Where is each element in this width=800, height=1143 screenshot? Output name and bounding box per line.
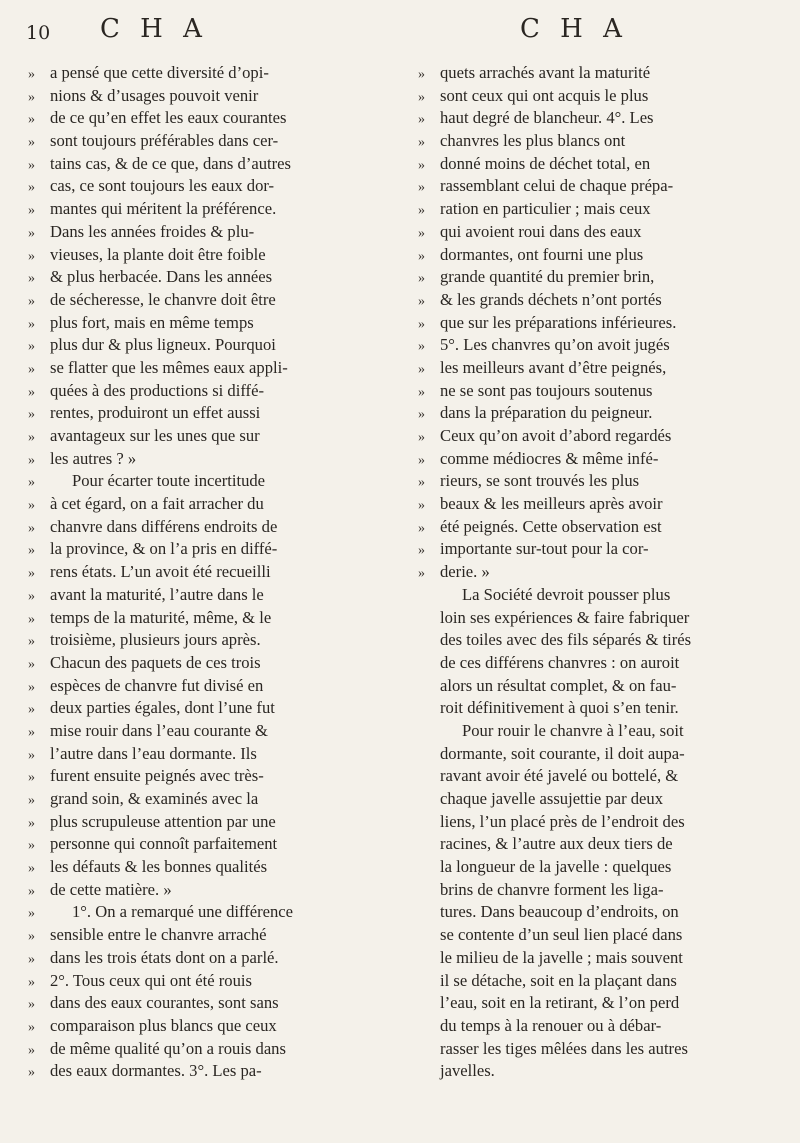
- line-text: alors un résultat complet, & on fau-: [440, 675, 677, 695]
- line-text: ravant avoir été javelé ou bottelé, &: [440, 766, 679, 786]
- text-line: [28, 85, 368, 108]
- text-line: [418, 85, 774, 108]
- text-line: [418, 380, 774, 403]
- line-text: à cet égard, on a fait arracher du: [50, 494, 264, 514]
- quote-mark: »: [418, 361, 425, 377]
- text-line: [28, 561, 368, 584]
- line-text: il se détache, soit en la plaçant dans: [440, 970, 677, 990]
- line-text: les meilleurs avant d’être peignés,: [440, 357, 667, 377]
- text-line: [418, 992, 774, 1015]
- quote-mark: »: [28, 203, 35, 219]
- line-text: du temps à la renouer ou à débar-: [440, 1015, 662, 1035]
- quote-mark: »: [28, 180, 35, 196]
- quote-mark: »: [28, 67, 35, 82]
- text-line: [28, 833, 368, 856]
- line-text: & plus herbacée. Dans les années: [50, 267, 273, 287]
- line-text: & les grands déchets n’ont portés: [440, 289, 662, 309]
- quote-mark: »: [28, 112, 35, 128]
- text-line: [28, 924, 368, 947]
- line-text: brins de chanvre forment les liga-: [440, 879, 664, 899]
- quote-mark: »: [28, 702, 35, 718]
- text-line: [418, 221, 774, 244]
- text-line: [28, 538, 368, 561]
- page-number: 10: [26, 22, 51, 44]
- quote-mark: »: [28, 815, 35, 831]
- text-line: [418, 675, 774, 698]
- quote-mark: »: [418, 430, 425, 445]
- running-head-right: C H A: [520, 14, 628, 44]
- quote-mark: »: [28, 724, 35, 740]
- text-line: [418, 901, 774, 924]
- line-text: dans des eaux courantes, sont sans: [50, 993, 279, 1013]
- line-text: Pour écarter toute incertitude: [72, 471, 266, 491]
- quote-mark: »: [418, 543, 425, 559]
- quote-mark: »: [418, 498, 425, 514]
- text-line: [28, 629, 368, 652]
- line-text: comme médiocres & même infé-: [440, 448, 659, 468]
- text-line: [28, 652, 368, 675]
- quote-mark: »: [418, 225, 425, 241]
- line-text: sont toujours préférables dans cer-: [50, 131, 279, 151]
- line-text: personne qui connoît parfaitement: [50, 834, 278, 854]
- line-text: 1°. On a remarqué une différence: [72, 902, 294, 922]
- quote-mark: »: [28, 271, 35, 287]
- line-text: 5°. Les chanvres qu’on avoit jugés: [440, 335, 670, 355]
- quote-mark: »: [28, 293, 35, 309]
- text-line: [28, 448, 368, 471]
- quote-mark: »: [418, 520, 425, 536]
- quote-mark: »: [418, 339, 425, 355]
- running-head-left: C H A: [100, 14, 208, 44]
- line-text: dormantes, ont fourni une plus: [440, 244, 644, 264]
- text-line: [418, 584, 774, 607]
- quote-mark: »: [28, 157, 35, 173]
- line-text: vieuses, la plante doit être foible: [50, 244, 266, 264]
- text-line: [418, 856, 774, 879]
- quote-mark: »: [418, 203, 425, 219]
- text-line: [418, 652, 774, 675]
- line-text: chanvre dans différens endroits de: [50, 516, 278, 536]
- quote-mark: »: [418, 475, 425, 491]
- quote-mark: »: [28, 906, 35, 922]
- line-text: de sécheresse, le chanvre doit être: [50, 289, 276, 309]
- text-line: [418, 743, 774, 766]
- quote-mark: »: [418, 248, 425, 264]
- line-text: Dans les années froides & plu-: [50, 221, 255, 241]
- text-line: [418, 629, 774, 652]
- line-text: se flatter que les mêmes eaux appli-: [50, 357, 288, 377]
- text-line: [418, 107, 774, 130]
- text-line: [28, 1038, 368, 1061]
- text-line: [418, 947, 774, 970]
- line-text: le milieu de la javelle ; mais souvent: [440, 947, 683, 967]
- quote-mark: »: [28, 520, 35, 536]
- line-text: ne se sont pas toujours soutenus: [440, 380, 653, 400]
- text-line: [418, 153, 774, 176]
- line-text: roit définitivement à quoi s’en tenir.: [440, 698, 679, 718]
- quote-mark: »: [28, 407, 35, 423]
- line-text: sensible entre le chanvre arraché: [50, 925, 267, 945]
- quote-mark: »: [418, 271, 425, 287]
- quote-mark: »: [28, 997, 35, 1013]
- text-line: [28, 312, 368, 335]
- line-text: rentes, produiront un effet aussi: [50, 403, 261, 423]
- text-line: [28, 765, 368, 788]
- left-column: [28, 62, 368, 1083]
- text-line: [28, 107, 368, 130]
- line-text: 2°. Tous ceux qui ont été rouis: [50, 970, 252, 990]
- line-text: ration en particulier ; mais ceux: [440, 199, 651, 219]
- quote-mark: »: [28, 951, 35, 967]
- quote-mark: »: [28, 430, 35, 445]
- text-line: [28, 788, 368, 811]
- quote-mark: »: [28, 656, 35, 672]
- quote-mark: »: [418, 316, 425, 332]
- text-line: [418, 561, 774, 584]
- line-text: rieurs, se sont trouvés les plus: [440, 471, 640, 491]
- text-line: [28, 470, 368, 493]
- line-text: javelles.: [440, 1061, 495, 1081]
- text-line: [28, 493, 368, 516]
- line-text: quées à des productions si diffé-: [50, 380, 264, 400]
- line-text: furent ensuite peignés avec très-: [50, 766, 264, 786]
- text-line: [28, 675, 368, 698]
- text-line: [28, 901, 368, 924]
- text-line: [28, 402, 368, 425]
- text-line: [418, 312, 774, 335]
- quote-mark: »: [28, 89, 35, 105]
- text-line: [28, 198, 368, 221]
- line-text: grand soin, & examinés avec la: [50, 789, 259, 808]
- line-text: deux parties égales, dont l’une fut: [50, 698, 275, 718]
- line-text: la longueur de la javelle : quelques: [440, 857, 672, 877]
- line-text: des toiles avec des fils séparés & tirés: [440, 630, 692, 650]
- line-text: de ce qu’en effet les eaux courantes: [50, 108, 287, 128]
- text-line: [418, 607, 774, 630]
- quote-mark: »: [418, 293, 425, 309]
- line-text: l’autre dans l’eau dormante. Ils: [50, 743, 257, 763]
- line-text: les défauts & les bonnes qualités: [50, 857, 268, 877]
- line-text: que sur les préparations inférieures.: [440, 312, 677, 332]
- text-line: [28, 607, 368, 630]
- text-line: [28, 879, 368, 902]
- text-line: [28, 425, 368, 448]
- text-line: [418, 244, 774, 267]
- line-text: la province, & on l’a pris en diffé-: [50, 539, 278, 559]
- quote-mark: »: [28, 225, 35, 241]
- line-text: temps de la maturité, même, & le: [50, 607, 272, 627]
- text-line: [28, 1060, 368, 1083]
- text-line: [28, 221, 368, 244]
- text-line: [418, 470, 774, 493]
- text-line: [28, 947, 368, 970]
- quote-mark: »: [28, 543, 35, 559]
- text-line: [28, 380, 368, 403]
- text-line: [418, 1015, 774, 1038]
- line-text: Pour rouir le chanvre à l’eau, soit: [462, 720, 684, 740]
- quote-mark: »: [418, 135, 425, 151]
- line-text: avantageux sur les unes que sur: [50, 426, 260, 445]
- text-line: [28, 743, 368, 766]
- line-text: espèces de chanvre fut divisé en: [50, 675, 264, 695]
- line-text: des eaux dormantes. 3°. Les pa-: [50, 1061, 262, 1081]
- text-line: [28, 697, 368, 720]
- text-line: [418, 289, 774, 312]
- quote-mark: »: [28, 339, 35, 355]
- line-text: dormante, soit courante, il doit aupa-: [440, 743, 685, 763]
- quote-mark: »: [28, 974, 35, 990]
- text-line: [418, 697, 774, 720]
- line-text: comparaison plus blancs que ceux: [50, 1015, 277, 1035]
- line-text: quets arrachés avant la maturité: [440, 63, 651, 82]
- quote-mark: »: [28, 248, 35, 264]
- quote-mark: »: [28, 634, 35, 650]
- quote-mark: »: [28, 883, 35, 899]
- line-text: nions & d’usages pouvoit venir: [50, 85, 259, 105]
- quote-mark: »: [418, 180, 425, 196]
- line-text: sont ceux qui ont acquis le plus: [440, 85, 649, 105]
- quote-mark: »: [418, 67, 425, 82]
- line-text: se contente d’un seul lien placé dans: [440, 925, 683, 945]
- text-line: [28, 62, 368, 85]
- line-text: chaque javelle assujettie par deux: [440, 789, 663, 808]
- line-text: plus scrupuleuse attention par une: [50, 811, 276, 831]
- quote-mark: »: [28, 452, 35, 468]
- text-line: [28, 584, 368, 607]
- line-text: de ces différens chanvres : on auroit: [440, 652, 680, 672]
- text-line: [418, 334, 774, 357]
- quote-mark: »: [28, 679, 35, 695]
- quote-mark: »: [28, 498, 35, 514]
- line-text: de même qualité qu’on a rouis dans: [50, 1038, 286, 1058]
- line-text: cas, ce sont toujours les eaux dor-: [50, 176, 275, 196]
- text-line: [418, 1038, 774, 1061]
- line-text: dans la préparation du peigneur.: [440, 403, 653, 423]
- line-text: rens états. L’un avoit été recueilli: [50, 562, 271, 582]
- quote-mark: »: [28, 361, 35, 377]
- text-line: [28, 244, 368, 267]
- text-line: [418, 788, 774, 811]
- text-line: [418, 357, 774, 380]
- line-text: mantes qui méritent la préférence.: [50, 199, 277, 219]
- line-text: liens, l’un placé près de l’endroit des: [440, 811, 685, 831]
- line-text: de cette matière. »: [50, 879, 172, 899]
- text-line: [418, 924, 774, 947]
- text-line: [28, 357, 368, 380]
- text-line: [418, 765, 774, 788]
- line-text: plus dur & plus ligneux. Pourquoi: [50, 335, 276, 355]
- quote-mark: »: [28, 588, 35, 604]
- text-line: [28, 266, 368, 289]
- text-line: [418, 448, 774, 471]
- quote-mark: »: [28, 1042, 35, 1058]
- quote-mark: »: [28, 611, 35, 627]
- line-text: Chacun des paquets de ces trois: [50, 652, 261, 672]
- line-text: tains cas, & de ce que, dans d’autres: [50, 153, 291, 173]
- quote-mark: »: [28, 861, 35, 877]
- line-text: racines, & l’autre aux deux tiers de: [440, 834, 673, 854]
- text-line: [418, 62, 774, 85]
- quote-mark: »: [28, 1019, 35, 1035]
- line-text: rasser les tiges mêlées dans les autres: [440, 1038, 688, 1058]
- line-text: rassemblant celui de chaque prépa-: [440, 176, 674, 196]
- text-line: [418, 538, 774, 561]
- quote-mark: »: [28, 929, 35, 945]
- text-line: [418, 833, 774, 856]
- text-line: [418, 493, 774, 516]
- line-text: haut degré de blancheur. 4°. Les: [440, 108, 654, 128]
- line-text: mise rouir dans l’eau courante &: [50, 720, 268, 740]
- quote-mark: »: [28, 793, 35, 808]
- line-text: grande quantité du premier brin,: [440, 267, 655, 287]
- line-text: tures. Dans beaucoup d’endroits, on: [440, 902, 679, 922]
- text-line: [418, 970, 774, 993]
- text-line: [28, 153, 368, 176]
- line-text: qui avoient roui dans des eaux: [440, 221, 642, 241]
- text-line: [418, 266, 774, 289]
- line-text: beaux & les meilleurs après avoir: [440, 494, 663, 514]
- quote-mark: »: [28, 135, 35, 151]
- quote-mark: »: [418, 384, 425, 400]
- quote-mark: »: [28, 566, 35, 582]
- text-line: [28, 970, 368, 993]
- line-text: avant la maturité, l’autre dans le: [50, 584, 264, 604]
- text-line: [418, 175, 774, 198]
- text-line: [28, 856, 368, 879]
- text-line: [418, 425, 774, 448]
- quote-mark: »: [418, 452, 425, 468]
- text-line: [28, 720, 368, 743]
- line-text: Ceux qu’on avoit d’abord regardés: [440, 426, 672, 445]
- line-text: derie. »: [440, 562, 490, 582]
- text-line: [418, 811, 774, 834]
- text-line: [28, 992, 368, 1015]
- line-text: La Société devroit pousser plus: [462, 584, 671, 604]
- line-text: troisième, plusieurs jours après.: [50, 630, 261, 650]
- quote-mark: »: [418, 89, 425, 105]
- quote-mark: »: [418, 157, 425, 173]
- text-line: [28, 1015, 368, 1038]
- quote-mark: »: [418, 407, 425, 423]
- text-line: [418, 130, 774, 153]
- quote-mark: »: [28, 316, 35, 332]
- line-text: les autres ? »: [50, 448, 137, 468]
- text-line: [418, 1060, 774, 1083]
- text-line: [418, 198, 774, 221]
- text-line: [418, 402, 774, 425]
- quote-mark: »: [418, 112, 425, 128]
- right-column: [418, 62, 774, 1083]
- line-text: dans les trois états dont on a parlé.: [50, 947, 279, 967]
- text-line: [28, 130, 368, 153]
- line-text: chanvres les plus blancs ont: [440, 131, 626, 151]
- text-line: [28, 175, 368, 198]
- text-line: [418, 879, 774, 902]
- line-text: l’eau, soit en la retirant, & l’on perd: [440, 993, 680, 1013]
- text-line: [28, 289, 368, 312]
- text-line: [28, 334, 368, 357]
- line-text: été peignés. Cette observation est: [440, 516, 662, 536]
- line-text: plus fort, mais en même temps: [50, 312, 254, 332]
- quote-mark: »: [28, 747, 35, 763]
- quote-mark: »: [28, 384, 35, 400]
- text-line: [28, 516, 368, 539]
- quote-mark: »: [418, 566, 425, 582]
- line-text: importante sur-tout pour la cor-: [440, 539, 649, 559]
- text-line: [418, 720, 774, 743]
- text-line: [28, 811, 368, 834]
- text-line: [418, 516, 774, 539]
- line-text: a pensé que cette diversité d’opi-: [50, 63, 269, 82]
- quote-mark: »: [28, 838, 35, 854]
- quote-mark: »: [28, 475, 35, 491]
- line-text: donné moins de déchet total, en: [440, 153, 651, 173]
- quote-mark: »: [28, 770, 35, 786]
- quote-mark: »: [28, 1065, 35, 1081]
- line-text: loin ses expériences & faire fabriquer: [440, 607, 690, 627]
